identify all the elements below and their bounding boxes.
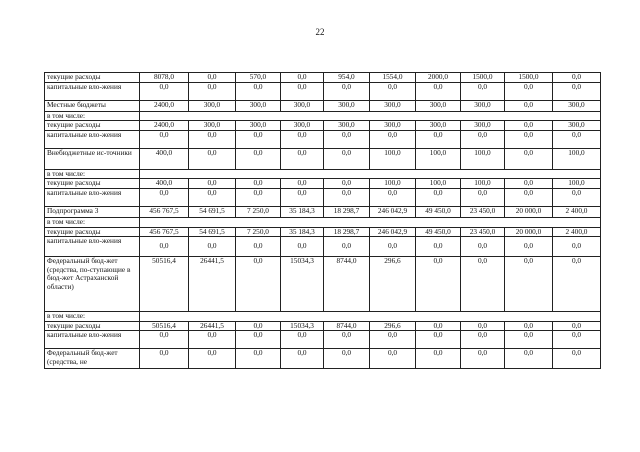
value-cell: 15034,3	[281, 321, 324, 331]
table-row	[45, 227, 601, 237]
value-cell: 300,0	[370, 121, 416, 131]
value-cell: 300,0	[281, 100, 324, 111]
value-cell: 0,0	[553, 321, 601, 331]
value-cell: 0,0	[281, 349, 324, 369]
value-cell: 0,0	[370, 331, 416, 349]
value-cell: 400,0	[140, 148, 189, 169]
table-row	[45, 73, 601, 83]
value-cell: 0,0	[236, 179, 281, 189]
value-cell: 0,0	[324, 130, 370, 148]
value-cell: 570,0	[236, 73, 281, 83]
value-cell: 1500,0	[505, 73, 553, 83]
row-label: капитальные вло-жения	[45, 237, 140, 257]
value-cell: 18 298,7	[324, 206, 370, 217]
value-cell: 0,0	[281, 188, 324, 206]
value-cell: 0,0	[236, 82, 281, 100]
value-cell: 456 767,5	[140, 227, 189, 237]
value-cell: 0,0	[505, 121, 553, 131]
value-cell: 0,0	[236, 321, 281, 331]
empty-span-cell	[140, 312, 601, 322]
value-cell: 300,0	[236, 100, 281, 111]
value-cell: 300,0	[553, 121, 601, 131]
value-cell: 0,0	[281, 130, 324, 148]
value-cell: 0,0	[553, 257, 601, 312]
value-cell: 0,0	[553, 130, 601, 148]
table-row	[45, 312, 601, 322]
value-cell: 0,0	[189, 349, 236, 369]
value-cell: 0,0	[553, 188, 601, 206]
value-cell: 0,0	[370, 349, 416, 369]
row-label: в том числе:	[45, 111, 140, 121]
value-cell: 300,0	[461, 100, 505, 111]
value-cell: 0,0	[324, 188, 370, 206]
value-cell: 0,0	[324, 82, 370, 100]
value-cell: 0,0	[461, 321, 505, 331]
value-cell: 0,0	[505, 179, 553, 189]
value-cell: 2400,0	[140, 100, 189, 111]
value-cell: 7 250,0	[236, 206, 281, 217]
value-cell: 0,0	[140, 130, 189, 148]
value-cell: 20 000,0	[505, 206, 553, 217]
value-cell: 0,0	[236, 331, 281, 349]
value-cell: 0,0	[236, 148, 281, 169]
value-cell: 300,0	[324, 100, 370, 111]
row-label: текущие расходы	[45, 321, 140, 331]
value-cell: 0,0	[416, 188, 461, 206]
value-cell: 0,0	[324, 179, 370, 189]
value-cell: 35 184,3	[281, 227, 324, 237]
value-cell: 300,0	[370, 100, 416, 111]
value-cell: 18 298,7	[324, 227, 370, 237]
row-label: текущие расходы	[45, 73, 140, 83]
value-cell: 2 400,0	[553, 227, 601, 237]
value-cell: 0,0	[461, 257, 505, 312]
value-cell: 0,0	[416, 130, 461, 148]
table-row	[45, 121, 601, 131]
value-cell: 0,0	[189, 130, 236, 148]
value-cell: 0,0	[416, 257, 461, 312]
value-cell: 0,0	[416, 82, 461, 100]
value-cell: 0,0	[416, 321, 461, 331]
value-cell: 23 450,0	[461, 206, 505, 217]
value-cell: 0,0	[281, 82, 324, 100]
value-cell: 0,0	[416, 331, 461, 349]
table-row	[45, 111, 601, 121]
value-cell: 2000,0	[416, 73, 461, 83]
value-cell: 26441,5	[189, 321, 236, 331]
value-cell: 49 450,0	[416, 206, 461, 217]
page-number: 22	[315, 27, 325, 37]
value-cell: 0,0	[505, 257, 553, 312]
value-cell: 100,0	[461, 148, 505, 169]
value-cell: 15034,3	[281, 257, 324, 312]
value-cell: 0,0	[370, 82, 416, 100]
value-cell: 0,0	[324, 349, 370, 369]
value-cell: 0,0	[236, 188, 281, 206]
value-cell: 0,0	[553, 349, 601, 369]
value-cell: 0,0	[370, 188, 416, 206]
value-cell: 0,0	[140, 188, 189, 206]
value-cell: 0,0	[189, 148, 236, 169]
value-cell: 0,0	[416, 349, 461, 369]
row-label: Местные бюджеты	[45, 100, 140, 111]
value-cell: 296,6	[370, 321, 416, 331]
table-row	[45, 257, 601, 312]
value-cell: 0,0	[461, 349, 505, 369]
value-cell: 100,0	[553, 148, 601, 169]
value-cell: 54 691,5	[189, 227, 236, 237]
value-cell: 0,0	[505, 321, 553, 331]
value-cell: 0,0	[140, 331, 189, 349]
row-label: Внебюджетные ис-точники	[45, 148, 140, 169]
table-row	[45, 130, 601, 148]
value-cell: 0,0	[553, 237, 601, 257]
value-cell: 1500,0	[461, 73, 505, 83]
value-cell: 0,0	[505, 237, 553, 257]
row-label: текущие расходы	[45, 179, 140, 189]
value-cell: 300,0	[416, 121, 461, 131]
value-cell: 0,0	[324, 237, 370, 257]
value-cell: 2 400,0	[553, 206, 601, 217]
value-cell: 0,0	[505, 130, 553, 148]
value-cell: 0,0	[236, 237, 281, 257]
value-cell: 0,0	[416, 237, 461, 257]
row-label: капитальные вло-жения	[45, 331, 140, 349]
value-cell: 0,0	[505, 82, 553, 100]
value-cell: 0,0	[505, 188, 553, 206]
value-cell: 0,0	[140, 82, 189, 100]
value-cell: 0,0	[281, 148, 324, 169]
value-cell: 0,0	[189, 82, 236, 100]
value-cell: 400,0	[140, 179, 189, 189]
table-row	[45, 237, 601, 257]
table-row	[45, 206, 601, 217]
value-cell: 0,0	[281, 179, 324, 189]
value-cell: 0,0	[505, 331, 553, 349]
table-row	[45, 148, 601, 169]
value-cell: 49 450,0	[416, 227, 461, 237]
value-cell: 2400,0	[140, 121, 189, 131]
value-cell: 26441,5	[189, 257, 236, 312]
row-label: Федеральный бюд-жет (средства, по-ступающие в бюд-жет Астраханской области)	[45, 257, 140, 312]
value-cell: 0,0	[553, 82, 601, 100]
value-cell: 0,0	[281, 237, 324, 257]
row-label: Федеральный бюд-жет (средства, не	[45, 349, 140, 369]
value-cell: 23 450,0	[461, 227, 505, 237]
value-cell: 0,0	[505, 100, 553, 111]
value-cell: 300,0	[324, 121, 370, 131]
value-cell: 0,0	[553, 331, 601, 349]
value-cell: 8744,0	[324, 321, 370, 331]
value-cell: 0,0	[370, 130, 416, 148]
value-cell: 100,0	[416, 148, 461, 169]
value-cell: 54 691,5	[189, 206, 236, 217]
value-cell: 0,0	[461, 82, 505, 100]
row-label: в том числе:	[45, 169, 140, 179]
value-cell: 0,0	[505, 148, 553, 169]
value-cell: 0,0	[189, 331, 236, 349]
table-row	[45, 169, 601, 179]
value-cell: 0,0	[324, 148, 370, 169]
value-cell: 0,0	[189, 73, 236, 83]
value-cell: 0,0	[461, 331, 505, 349]
row-label: Подпрограмма 3	[45, 206, 140, 217]
value-cell: 300,0	[236, 121, 281, 131]
value-cell: 0,0	[236, 349, 281, 369]
value-cell: 100,0	[553, 179, 601, 189]
value-cell: 0,0	[553, 73, 601, 83]
value-cell: 300,0	[553, 100, 601, 111]
budget-table	[44, 72, 601, 369]
value-cell: 0,0	[281, 73, 324, 83]
value-cell: 300,0	[189, 121, 236, 131]
table-row	[45, 321, 601, 331]
table-row	[45, 217, 601, 227]
value-cell: 246 042,9	[370, 227, 416, 237]
row-label: текущие расходы	[45, 227, 140, 237]
value-cell: 100,0	[370, 148, 416, 169]
value-cell: 246 042,9	[370, 206, 416, 217]
row-label: в том числе:	[45, 217, 140, 227]
value-cell: 300,0	[416, 100, 461, 111]
row-label: капитальные вло-жения	[45, 188, 140, 206]
row-label: капитальные вло-жения	[45, 82, 140, 100]
value-cell: 0,0	[461, 237, 505, 257]
value-cell: 0,0	[189, 237, 236, 257]
value-cell: 7 250,0	[236, 227, 281, 237]
value-cell: 100,0	[461, 179, 505, 189]
value-cell: 300,0	[461, 121, 505, 131]
value-cell: 954,0	[324, 73, 370, 83]
value-cell: 0,0	[370, 237, 416, 257]
value-cell: 0,0	[461, 188, 505, 206]
value-cell: 100,0	[370, 179, 416, 189]
value-cell: 0,0	[461, 130, 505, 148]
value-cell: 300,0	[189, 100, 236, 111]
value-cell: 296,6	[370, 257, 416, 312]
budget-table-body	[45, 73, 601, 369]
value-cell: 0,0	[140, 237, 189, 257]
value-cell: 0,0	[189, 188, 236, 206]
value-cell: 50516,4	[140, 257, 189, 312]
table-row	[45, 82, 601, 100]
table-row	[45, 349, 601, 369]
value-cell: 456 767,5	[140, 206, 189, 217]
value-cell: 0,0	[189, 179, 236, 189]
empty-span-cell	[140, 217, 601, 227]
value-cell: 50516,4	[140, 321, 189, 331]
value-cell: 100,0	[416, 179, 461, 189]
table-row	[45, 100, 601, 111]
row-label: в том числе:	[45, 312, 140, 322]
value-cell: 0,0	[236, 130, 281, 148]
value-cell: 0,0	[505, 349, 553, 369]
value-cell: 0,0	[324, 331, 370, 349]
value-cell: 0,0	[140, 349, 189, 369]
value-cell: 8744,0	[324, 257, 370, 312]
table-row	[45, 179, 601, 189]
table-row	[45, 331, 601, 349]
row-label: капитальные вло-жения	[45, 130, 140, 148]
row-label: текущие расходы	[45, 121, 140, 131]
value-cell: 1554,0	[370, 73, 416, 83]
value-cell: 35 184,3	[281, 206, 324, 217]
value-cell: 8078,0	[140, 73, 189, 83]
value-cell: 300,0	[281, 121, 324, 131]
value-cell: 20 000,0	[505, 227, 553, 237]
value-cell: 0,0	[281, 331, 324, 349]
value-cell: 0,0	[236, 257, 281, 312]
table-row	[45, 188, 601, 206]
